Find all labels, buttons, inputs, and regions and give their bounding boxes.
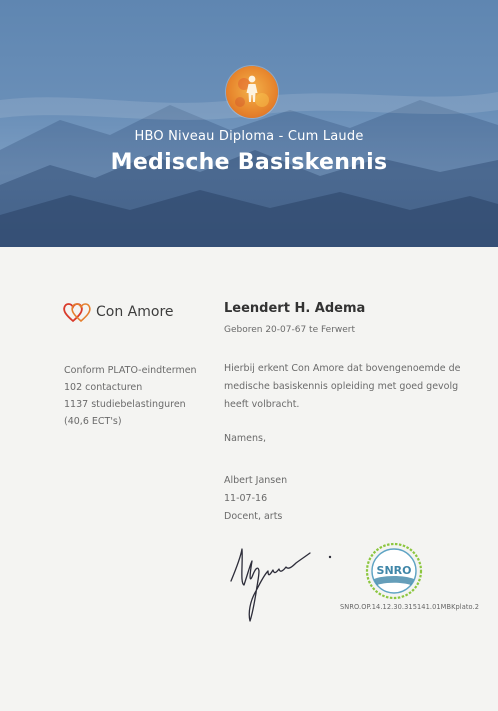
statement-text: Hierbij erkent Con Amore dat bovengenoemde de medische basiskennis opleiding met goed gevolg heeft volbracht. xyxy=(224,363,461,410)
header-banner xyxy=(0,0,498,247)
seal-code: SNRO.OP.14.12.30.315141.01MBKplato.2 xyxy=(340,603,480,611)
birth-info: Geboren 20-07-67 te Ferwert xyxy=(224,325,356,335)
diploma-title: Medische Basiskennis xyxy=(110,150,388,175)
handwritten-signature xyxy=(228,543,338,625)
recipient-name: Leendert H. Adema xyxy=(224,301,366,316)
course-details xyxy=(64,362,197,430)
con-amore-logo xyxy=(62,298,174,326)
diploma-subtitle: HBO Niveau Diploma - Cum Laude xyxy=(134,129,364,144)
ects-line: (40,6 ECT's) xyxy=(64,416,122,427)
snro-seal xyxy=(364,541,424,601)
signer-block xyxy=(224,472,287,526)
seal-text: SNRO xyxy=(376,564,412,577)
logo-text: Con Amore xyxy=(96,304,174,320)
double-heart-icon xyxy=(62,300,92,324)
plato-line: Conform PLATO-eindtermen xyxy=(64,365,197,376)
mountain-background xyxy=(0,0,498,247)
human-figure-icon xyxy=(226,66,278,118)
signer-name: Albert Jansen xyxy=(224,475,288,486)
signer-role: Docent, arts xyxy=(224,511,283,522)
signer-date: 11-07-16 xyxy=(224,493,268,504)
contact-hours-line: 102 contacturen xyxy=(64,382,143,393)
study-hours-line: 1137 studiebelastinguren xyxy=(64,399,186,410)
closing-text: Namens, xyxy=(224,433,267,444)
